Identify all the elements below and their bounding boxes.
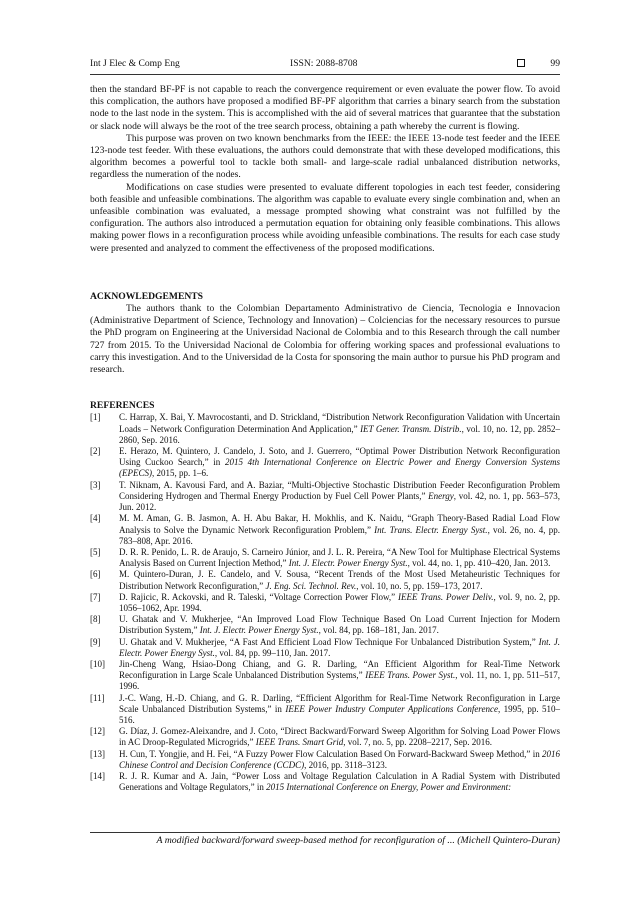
reference-details: , vol. 10, no. 5, pp. 159–173, 2017. bbox=[356, 580, 483, 591]
reference-text: J.-C. Wang, H.-D. Chiang, and G. R. Darling, “Efficient Algorithm for Real-Time Network Reconfiguration in Large Scale Unbalanced Distribution Systems,” in bbox=[119, 692, 560, 714]
page-number: 99 bbox=[550, 58, 560, 69]
reference-item bbox=[90, 749, 560, 771]
reference-number: [9] bbox=[90, 636, 101, 647]
reference-text: R. J. R. Kumar and A. Jain, “Power Loss and Voltage Regulation Calculation in A Radial System with Distributed Generations and Voltage Regulators,” in bbox=[119, 770, 560, 793]
reference-details: , 2016, pp. 3118–3123. bbox=[304, 759, 387, 770]
acknowledgements-heading: ACKNOWLEDGEMENTS bbox=[90, 290, 204, 302]
reference-text: M. M. Aman, G. B. Jasmon, A. H. Abu Bakar, H. Mokhlis, and K. Naidu, “Graph Theory-Based Radial Load Flow Analysis to Solve the Dynamic Network Reconfiguration Problem,” bbox=[119, 513, 560, 535]
reference-details: , vol. 44, no. 1, pp. 410–420, Jan. 2013. bbox=[407, 558, 551, 569]
body-paragraph: then the standard BF-PF is not capable to reach the convergence requirement or even evaluate the power flow. To avoid this complication, the authors have proposed a modified BF-PF algorithm that carries a binary search from the substation node to the last node in the system. This is accomplished with the aid of several matrices that guarantee that the substation or slack node will always be the root of the tree search process, obtaining a path whereby the current is flowing. bbox=[90, 84, 560, 132]
reference-text: E. Herazo, M. Quintero, J. Candelo, J. Soto, and J. Guerrero, “Optimal Power Distribution Network Reconfiguration Using Cuckoo Search,” in bbox=[119, 446, 560, 468]
checkbox-square-icon bbox=[517, 59, 525, 67]
reference-venue: Int. J. Electr. Power Energy Syst. bbox=[119, 636, 560, 658]
reference-number: [5] bbox=[90, 546, 101, 557]
reference-item bbox=[90, 614, 560, 636]
reference-venue: 2016 Chinese Control and Decision Conference (CCDC) bbox=[119, 748, 560, 770]
reference-venue: Int. Trans. Electr. Energy Syst. bbox=[374, 524, 488, 535]
reference-number: [8] bbox=[90, 614, 101, 625]
page-header bbox=[90, 58, 560, 72]
reference-item bbox=[90, 771, 560, 793]
reference-item bbox=[90, 637, 560, 659]
reference-text: U. Ghatak and V. Mukherjee, “A Fast And Efficient Load Flow Technique For Unbalanced Distribution System,” bbox=[119, 636, 539, 647]
reference-details: , vol. 11, no. 1, pp. 511–517, 1996. bbox=[119, 670, 561, 692]
issn: ISSN: 2088-8708 bbox=[290, 58, 358, 69]
reference-venue: 2015 4th International Conference on Electric Power and Energy Conversion Systems (EPECS) bbox=[119, 457, 561, 479]
reference-number: [2] bbox=[90, 446, 101, 457]
references-heading: REFERENCES bbox=[90, 400, 155, 412]
body-paragraph: This purpose was proven on two known benchmarks from the IEEE: the IEEE 13-node test feeder and the IEEE 123-node test feeder. With these evaluations, the authors could demonstrate that with these developed modifications, this algorithm becomes a powerful tool to tackle both small- and large-scale radial unbalanced distribution networks, regardless the numeration of the nodes. bbox=[90, 132, 560, 181]
reference-text: M. Quintero-Duran, J. E. Candelo, and V. Sousa, “Recent Trends of the Most Used Metaheuristic Techniques for Distribution Network Reconfiguration,” bbox=[119, 569, 560, 591]
reference-number: [10] bbox=[90, 658, 105, 669]
reference-item bbox=[90, 693, 560, 727]
main-content bbox=[90, 84, 560, 793]
reference-venue: Int. J. Electr. Power Energy Syst. bbox=[199, 625, 319, 636]
reference-number: [11] bbox=[90, 692, 105, 703]
reference-number: [7] bbox=[90, 591, 101, 602]
reference-item bbox=[90, 480, 560, 514]
reference-text: C. Harrap, X. Bai, Y. Mavrocostanti, and D. Strickland, “Distribution Network Reconfiguration Validation with Uncertain Loads – Network Configuration Determination And Application,” bbox=[119, 412, 560, 434]
reference-number: [4] bbox=[90, 513, 101, 524]
reference-text: T. Niknam, A. Kavousi Fard, and A. Baziar, “Multi-Objective Stochastic Distribution Feeder Reconfiguration Problem Considering Hydrogen and Thermal Energy Production by Fuel Cell Power Plants,” bbox=[119, 479, 560, 501]
reference-item bbox=[90, 569, 560, 591]
reference-text: D. R. R. Penido, L. R. de Araujo, S. Carneiro Júnior, and J. L. R. Pereira, “A New Tool for Multiphase Electrical Systems Analysis Based on Current Injection Method,” bbox=[119, 546, 560, 569]
reference-text: U. Ghatak and V. Mukherjee, “An Improved Load Flow Technique Based On Load Current Injection for Modern Distribution System,” bbox=[119, 614, 560, 636]
reference-venue: J. Eng. Sci. Technol. Rev. bbox=[265, 580, 357, 591]
reference-item bbox=[90, 659, 560, 693]
footer-divider bbox=[90, 832, 560, 833]
reference-number: [12] bbox=[90, 726, 105, 737]
reference-text: G. Díaz, J. Gomez-Aleixandre, and J. Coto, “Direct Backward/Forward Sweep Algorithm for Solving Load Power Flows in AC Droop-Regulated Microgrids,” bbox=[119, 726, 560, 748]
header-divider bbox=[90, 74, 560, 75]
reference-text: D. Rajicic, R. Ackovski, and R. Taleski, “Voltage Correction Power Flow,” bbox=[119, 591, 398, 602]
reference-venue: IEEE Trans. Power Deliv. bbox=[398, 591, 494, 602]
reference-text: H. Cun, T. Yongjie, and H. Fei, “A Fuzzy Power Flow Calculation Based On Forward-Backward Sweep Method,” in bbox=[119, 748, 542, 759]
reference-item bbox=[90, 412, 560, 446]
reference-item bbox=[90, 592, 560, 614]
reference-number: [14] bbox=[90, 770, 105, 781]
reference-details: , vol. 9, no. 2, pp. 1056–1062, Apr. 1994. bbox=[119, 591, 560, 613]
journal-name: Int J Elec & Comp Eng bbox=[90, 58, 180, 69]
reference-venue: IEEE Trans. Power Syst. bbox=[365, 670, 456, 681]
reference-details: , vol. 42, no. 1, pp. 563–573, Jun. 2012. bbox=[119, 490, 560, 513]
reference-number: [3] bbox=[90, 479, 101, 490]
reference-details: , vol. 84, pp. 99–110, Jan. 2017. bbox=[214, 647, 331, 658]
reference-item bbox=[90, 726, 560, 748]
reference-venue: IEEE Trans. Smart Grid bbox=[255, 737, 344, 748]
reference-venue: 2015 International Conference on Energy, Power and Environment: bbox=[266, 782, 512, 793]
reference-details: , 2015, pp. 1–6. bbox=[152, 468, 209, 479]
reference-list bbox=[90, 412, 560, 793]
reference-details: , vol. 10, no. 12, pp. 2852–2860, Sep. 2016. bbox=[119, 423, 560, 445]
reference-item bbox=[90, 513, 560, 547]
reference-details: , 1995, pp. 510–516. bbox=[119, 703, 560, 725]
reference-item bbox=[90, 446, 560, 480]
reference-venue: Int. J. Electr. Power Energy Syst. bbox=[288, 558, 408, 569]
reference-details: , vol. 84, pp. 168–181, Jan. 2017. bbox=[318, 625, 439, 636]
reference-number: [1] bbox=[90, 412, 101, 423]
acknowledgements-text: The authors thank to the Colombian Departamento Administrativo de Ciencia, Tecnologia e Innovacion (Administrative Department of Science, Technology and Innovation) – Colciencias for the necessary resources to pursue the PhD program on Engineering at the Universidad Nacional de Colombia and to this Research through the call number 727 from 2015. To the Universidad Nacional de Colombia for offering working spaces and professional evaluations to carry this investigation. And to the Universidad de la Costa for sponsoring the main author to pursue his PhD program and research. bbox=[90, 303, 560, 376]
body-paragraph: Modifications on case studies were presented to evaluate different topologies in each test feeder, considering both feasible and unfeasible combinations. The algorithm was capable to evaluate every single combination and, when an unfeasible combination was evaluated, a message prompted showing what constraint was not fulfilled by the configuration. The authors also introduced a permutation equation for obtaining only feasible combinations. This allows making power flows in a reconfiguration process while avoiding unfeasible combinations. The results for each case study were presented and analyzed to comment the effectiveness of the proposed modifications. bbox=[90, 181, 560, 254]
reference-venue: Energy bbox=[428, 490, 454, 501]
reference-details: , vol. 26, no. 4, pp. 783–808, Apr. 2016. bbox=[119, 524, 560, 546]
reference-number: [6] bbox=[90, 569, 101, 580]
reference-venue: IEEE Power Industry Computer Applications Conference bbox=[285, 703, 498, 714]
reference-details: , vol. 7, no. 5, pp. 2208–2217, Sep. 2016. bbox=[343, 737, 493, 748]
page-footer: A modified backward/forward sweep-based method for reconfiguration of ... (Michell Quintero-Duran) bbox=[156, 835, 560, 846]
reference-venue: IET Gener. Transm. Distrib. bbox=[360, 423, 462, 434]
reference-number: [13] bbox=[90, 748, 105, 759]
reference-item bbox=[90, 547, 560, 569]
reference-text: Jin-Cheng Wang, Hsiao-Dong Chiang, and G. R. Darling, “An Efficient Algorithm for Real-Time Network Reconfiguration in Large Scale Unbalanced Distribution Systems,” bbox=[119, 658, 560, 681]
